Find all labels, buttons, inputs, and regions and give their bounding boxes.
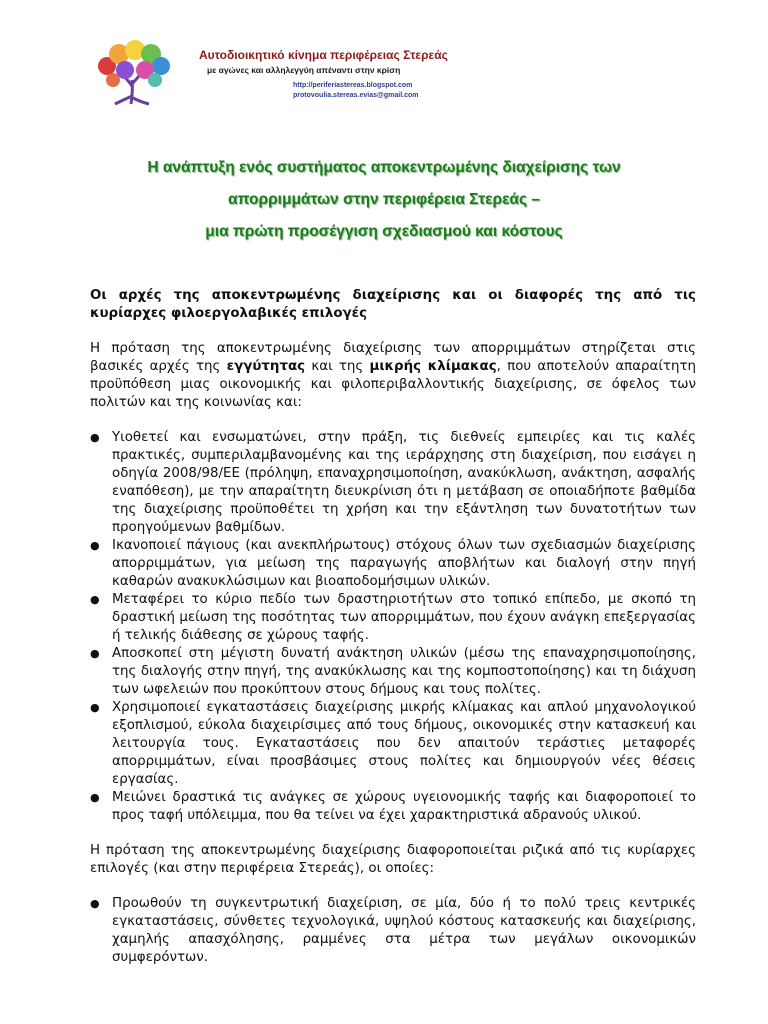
title-line-2: απορριμμάτων στην περιφέρεια Στερεάς – (228, 191, 540, 208)
list-item-text: Υιοθετεί και ενσωματώνει, στην πράξη, τις διεθνείς εμπειρίες και τις καλές πρακτικές, συμπεριλαμβανομένης και της ιεράρχησης στη διαχείριση, που εισάγει η οδηγία 2008/98/ΕΕ (πρόληψη, επαναχρησιμοποίηση, ανακύκλωση, ανάκτηση, ασφαλής εναπόθεση), με την απαραίτητη διευκρίνιση ότι η μετάβαση σε οποιαδήποτε βαθμίδα της διαχείρισης προϋποθέτει τη χρήση και την εξάντληση των δυνατοτήτων των προηγούμενων βαθμίδων. (112, 430, 696, 535)
header-title: Αυτοδιοικητικό κίνημα περιφέρειας Στερεάς (199, 48, 448, 62)
list-item (90, 429, 696, 537)
intro-paragraph (90, 340, 696, 412)
title-line-3: μια πρώτη προσέγγιση σχεδιασμού και κόστους (205, 223, 563, 240)
document-body (90, 287, 696, 984)
title-line-1: Η ανάπτυξη ενός συστήματος αποκεντρωμένης διαχείρισης των (147, 159, 621, 176)
list-item-text: Χρησιμοποιεί εγκαταστάσεις διαχείρισης μικρής κλίμακας και απλού μηχανολογικού εξοπλισμού, εύκολα διαχειρίσιμες από τους δήμους, οικονομικές στην κατασκευή και λειτουργία τους. Εγκαταστάσεις που δεν απαιτούν τεράστιες μεταφορές απορριμμάτων, είναι προσβάσιμες στους πολίτες και δημιουργούν νέες θέσεις εργασίας. (112, 700, 696, 787)
intro-bold-small-scale: μικρής κλίμακας (369, 359, 497, 374)
principles-list (90, 429, 696, 825)
dominant-options-list (90, 895, 696, 967)
second-paragraph: Η πρόταση της αποκεντρωμένης διαχείρισης διαφοροποιείται ριζικά από τις κυρίαρχες επιλογές (και στην περιφέρεια Στερεάς), οι οποίες: (90, 843, 696, 876)
bullet-icon: ● (90, 701, 100, 714)
list-item (90, 537, 696, 591)
list-item (90, 699, 696, 789)
list-item (90, 895, 696, 967)
list-item (90, 645, 696, 699)
bullet-icon: ● (90, 539, 100, 552)
list-item (90, 789, 696, 825)
bullet-icon: ● (90, 593, 100, 606)
bullet-icon: ● (90, 647, 100, 660)
section-heading: Οι αρχές της αποκεντρωμένης διαχείρισης και οι διαφορές της από τις κυρίαρχες φιλοεργολαβικές επιλογές (90, 288, 696, 321)
header (95, 40, 448, 108)
list-item (90, 591, 696, 645)
bullet-icon: ● (90, 791, 100, 804)
list-item-text: Προωθούν τη συγκεντρωτική διαχείριση, σε μία, δύο ή το πολύ τρεις κεντρικές εγκαταστάσεις, σύνθετες τεχνολογικά, υψηλού κόστους κατασκευής και διαχείρισης, χαμηλής απασχόλησης, ραμμένες στα μέτρα των μεγάλων οικονομικών συμφερόντων. (112, 896, 696, 965)
list-item-text: Αποσκοπεί στη μέγιστη δυνατή ανάκτηση υλικών (μέσω της επαναχρησιμοποίησης, της διαλογής στην πηγή, της ανακύκλωσης και της κομποστοποίησης) και τη διάχυση των ωφελειών που προκύπτουν στους δήμους και τους πολίτες. (112, 646, 696, 697)
list-item-text: Ικανοποιεί πάγιους (και ανεκπλήρωτους) στόχους όλων των σχεδιασμών διαχείρισης απορριμμάτων, για μείωση της παραγωγής αποβλήτων και διαλογή στην πηγή καθαρών ανακυκλώσιμων και βιοαποδομήσιμων υλικών. (112, 538, 696, 589)
intro-text-1: Η πρόταση της αποκεντρωμένης διαχείρισης των απορριμμάτων στηρίζεται στις βασικές αρχές της (90, 341, 696, 374)
header-email-link[interactable]: protovoulia.stereas.evias@gmail.com (293, 92, 419, 99)
header-subtitle: με αγώνες και αλληλεγγύη απέναντι στην κρίση (207, 65, 401, 75)
bullet-icon: ● (90, 431, 100, 444)
header-url-link[interactable]: http://periferiastereas.blogspot.com (293, 82, 413, 89)
colorful-tree-logo (95, 40, 195, 106)
document-title (40, 152, 728, 248)
intro-text-3: , που αποτελούν απαραίτητη προϋπόθεση μιας οικονομικής και φιλοπεριβαλλοντικής διαχείρισης, σε όφελος των πολιτών και της κοινωνίας και: (90, 359, 696, 410)
bullet-icon: ● (90, 897, 100, 910)
intro-text-2: και της (305, 359, 370, 374)
list-item-text: Μεταφέρει το κύριο πεδίο των δραστηριοτήτων στο τοπικό επίπεδο, με σκοπό τη δραστική μείωση της ποσότητας των απορριμμάτων, που έχουν ανάγκη επεξεργασίας ή τελικής διάθεσης σε χώρους ταφής. (112, 592, 696, 643)
intro-bold-proximity: εγγύτητας (226, 359, 306, 374)
list-item-text: Μειώνει δραστικά τις ανάγκες σε χώρους υγειονομικής ταφής και διαφοροποιεί το προς ταφή υπόλειμμα, που θα τείνει να έχει χαρακτηριστικά αδρανούς υλικού. (112, 790, 696, 823)
